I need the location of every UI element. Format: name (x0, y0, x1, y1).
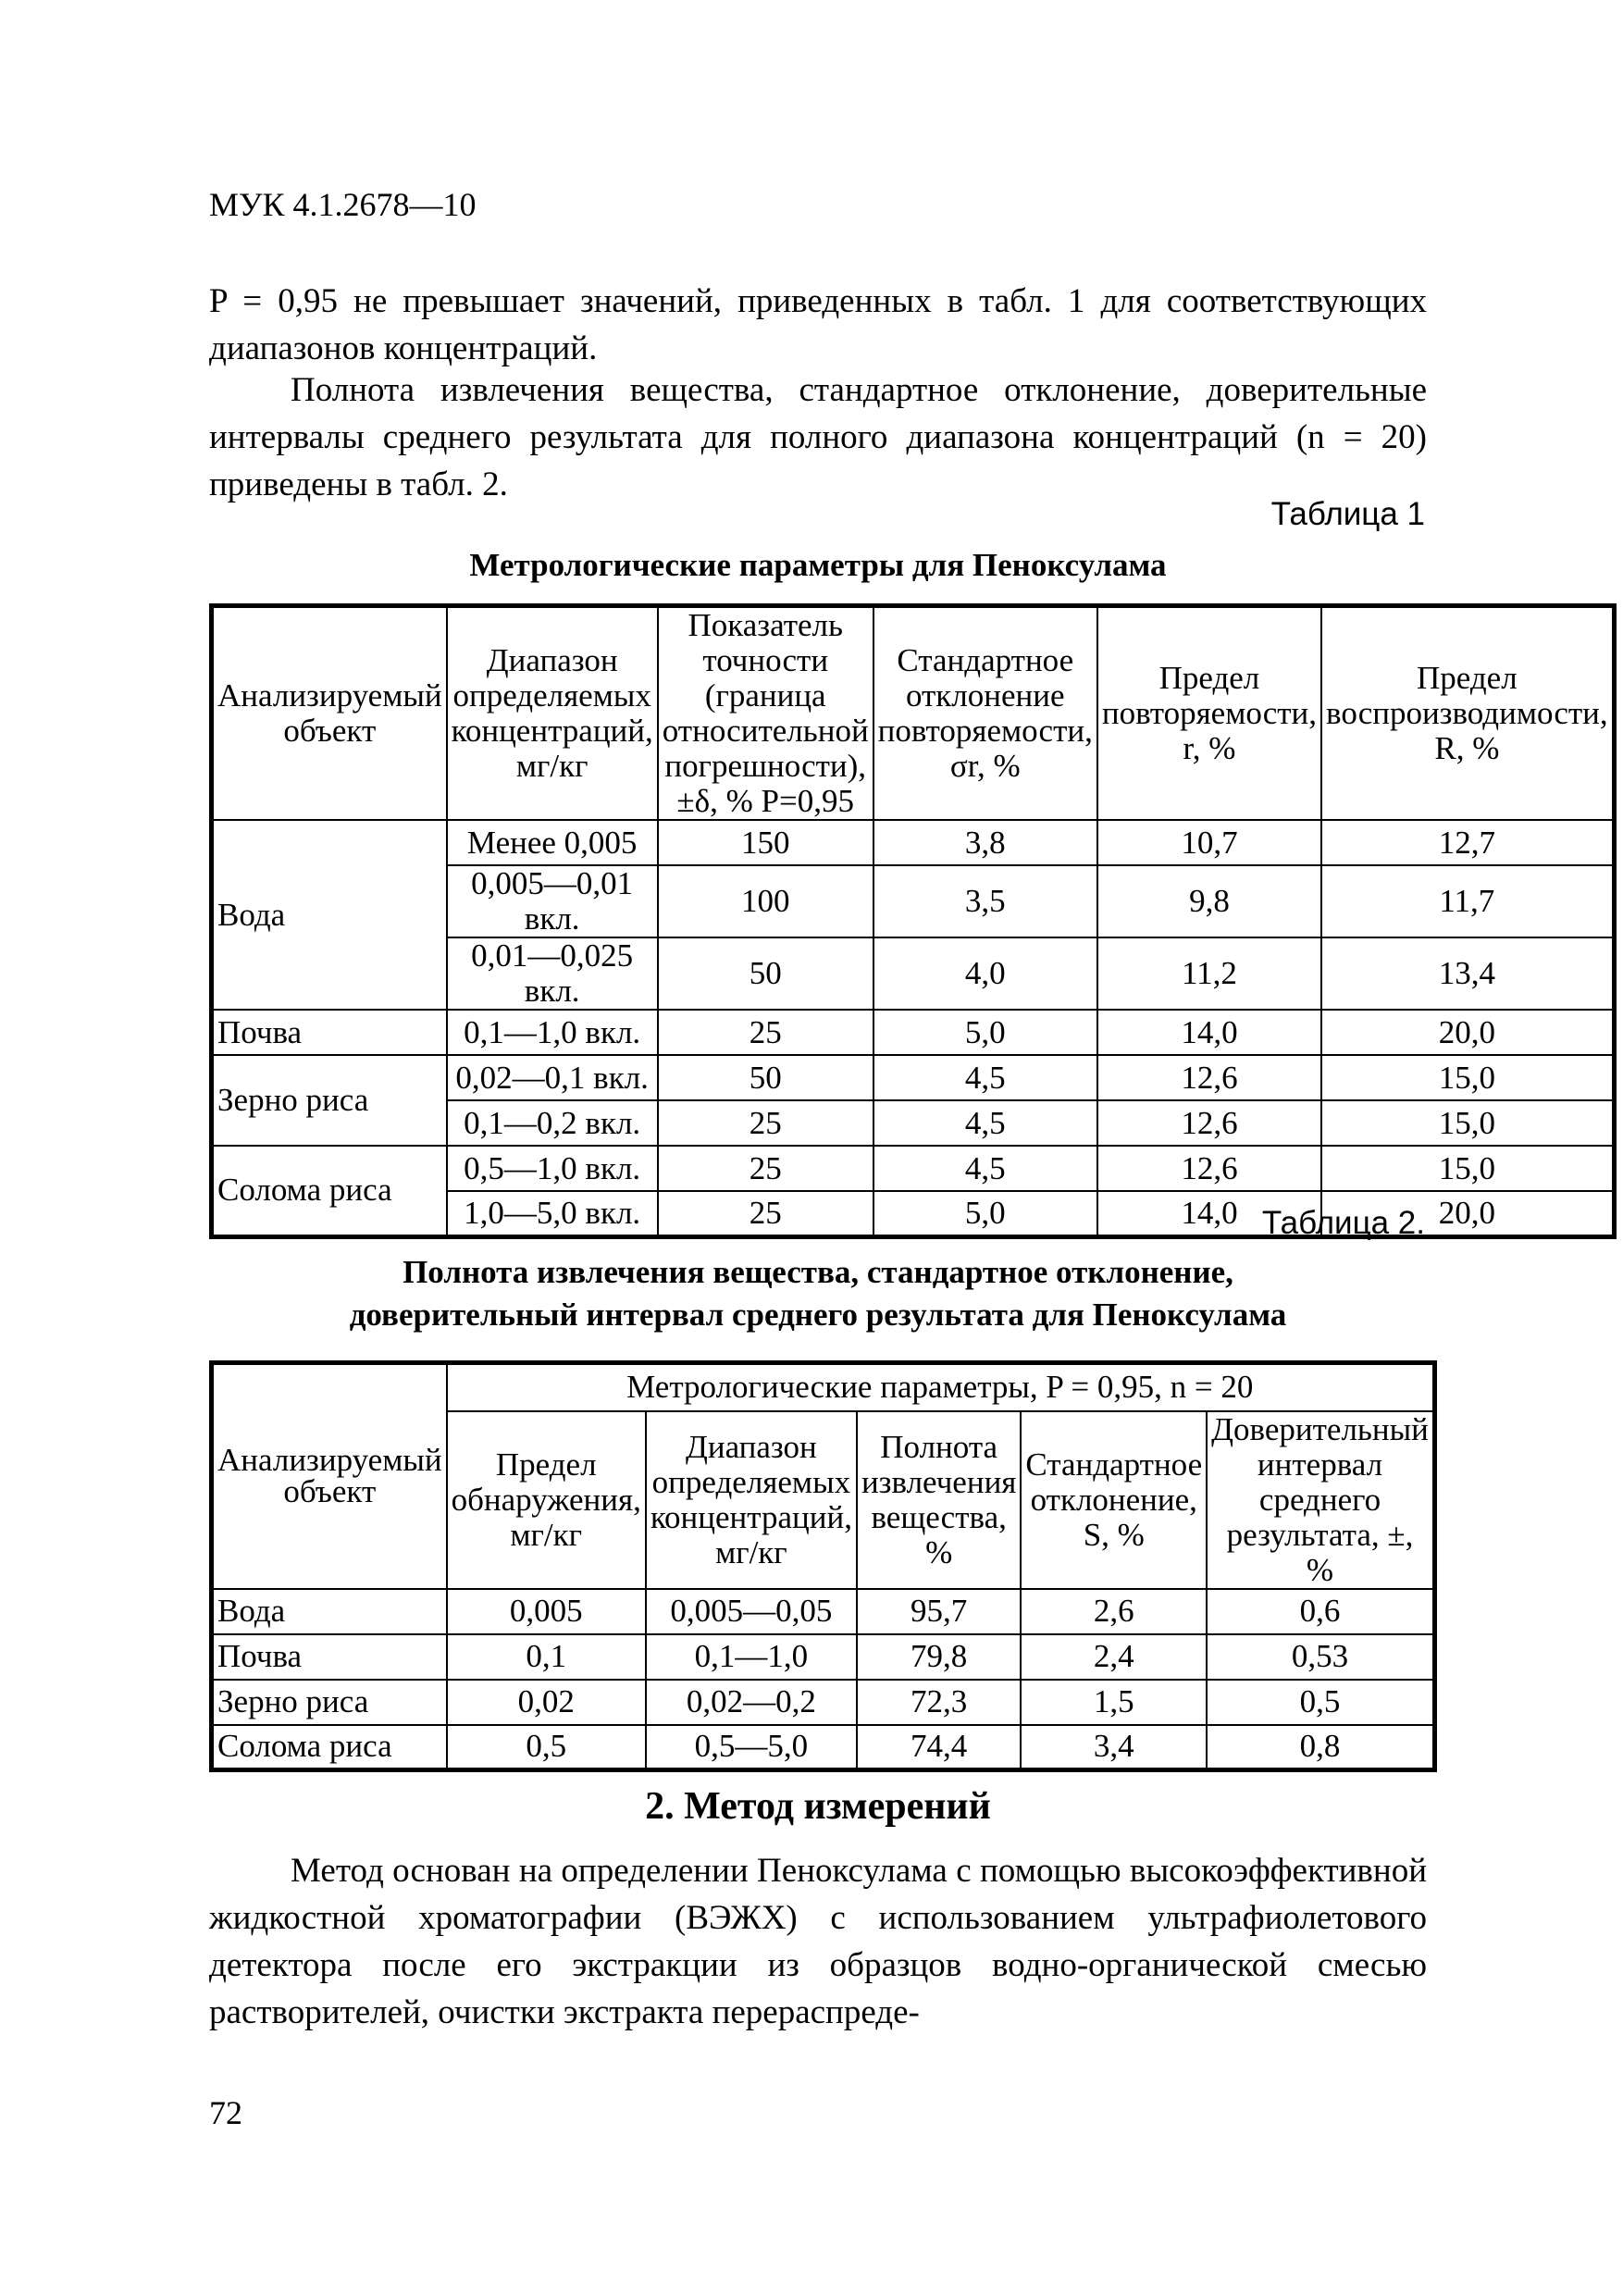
table1-cell-r: 9,8 (1097, 865, 1321, 937)
table2-cell-lod: 0,5 (447, 1725, 646, 1770)
table2-group-header: Метрологические параметры, P = 0,95, n = 20 (447, 1363, 1435, 1411)
table1-cell-acc: 25 (658, 1100, 873, 1146)
table2-header-object: Анализируемый объект (212, 1363, 447, 1589)
paragraph-1: P = 0,95 не превышает значений, приведенных в табл. 1 для соответствующих диапазонов концентраций. (209, 282, 1427, 367)
table1-cell-sd: 5,0 (873, 1010, 1097, 1055)
table1-cell-r: 12,6 (1097, 1055, 1321, 1100)
table1-cell-R: 20,0 (1321, 1010, 1614, 1055)
table2-caption: Таблица 2. (1261, 1205, 1425, 1241)
table1-header-accuracy: Показатель точности (границa относительной погрешности), ±δ, % P=0,95 (658, 606, 873, 821)
table1-header-range: Диапазон определяемых концентраций, мг/кг (447, 606, 658, 821)
table1-cell-range: 0,01—0,025 вкл. (447, 937, 658, 1010)
table2-cell-object: Почва (212, 1634, 447, 1680)
paragraph-2 (209, 366, 1427, 508)
table1 (209, 603, 1617, 1239)
table1-cell-sd: 4,5 (873, 1055, 1097, 1100)
table2-cell-object: Зерно риса (212, 1680, 447, 1725)
table2-cell-range: 0,02—0,2 (646, 1680, 857, 1725)
document-header: МУК 4.1.2678—10 (209, 186, 477, 223)
table1-cell-acc: 50 (658, 1055, 873, 1100)
table2-cell-lod: 0,1 (447, 1634, 646, 1680)
table2-header-sd: Стандартное отклонение, S, % (1021, 1411, 1207, 1589)
table1-header-row (212, 606, 1615, 821)
table1-cell-range: 0,5—1,0 вкл. (447, 1146, 658, 1191)
table1-cell-r: 12,6 (1097, 1100, 1321, 1146)
table1-cell-sd: 4,0 (873, 937, 1097, 1010)
table2-cell-rec: 72,3 (857, 1680, 1021, 1725)
table2-cell-ci: 0,53 (1207, 1634, 1434, 1680)
table1-cell-sd: 3,8 (873, 820, 1097, 865)
table2-header-ci: Доверительный интервал среднего результата, ±, % (1207, 1411, 1434, 1589)
table2-cell-ci: 0,8 (1207, 1725, 1434, 1770)
table1-cell-R: 12,7 (1321, 820, 1614, 865)
table-row (212, 1725, 1435, 1770)
table-row (212, 1589, 1435, 1634)
table1-cell-object: Вода (212, 820, 447, 1010)
table1-cell-acc: 150 (658, 820, 873, 865)
table1-cell-acc: 50 (658, 937, 873, 1010)
table1-cell-acc: 100 (658, 865, 873, 937)
paragraph-3-text: Метод основан на определении Пеноксулама с помощью высокоэффективной жидкостной хроматографии (ВЭЖХ) с использованием ультрафиолетового детектора после его экстракции из образцов водно-органической смесью растворителей, очистки экстракта перераспреде- (209, 1852, 1427, 2031)
table2-cell-rec: 74,4 (857, 1725, 1021, 1770)
table1-cell-acc: 25 (658, 1010, 873, 1055)
table2-cell-sd: 3,4 (1021, 1725, 1207, 1770)
table1-cell-object: Почва (212, 1010, 447, 1055)
table-row (212, 1055, 1615, 1100)
table1-cell-R: 15,0 (1321, 1146, 1614, 1191)
table1-cell-range: 1,0—5,0 вкл. (447, 1191, 658, 1236)
table1-header-sd: Стандартное отклонение повторяемости, σr, % (873, 606, 1097, 821)
table1-cell-r: 10,7 (1097, 820, 1321, 865)
table1-cell-R: 11,7 (1321, 865, 1614, 937)
table-row (212, 1680, 1435, 1725)
table1-cell-r: 14,0 (1097, 1191, 1321, 1236)
table-row (212, 1146, 1615, 1191)
table1-cell-R: 20,0 (1321, 1191, 1614, 1236)
table-row (212, 820, 1615, 865)
table1-cell-range: 0,02—0,1 вкл. (447, 1055, 658, 1100)
table2-group-header-row (212, 1363, 1435, 1411)
table2-cell-ci: 0,6 (1207, 1589, 1434, 1634)
table1-cell-acc: 25 (658, 1191, 873, 1236)
table1-cell-sd: 5,0 (873, 1191, 1097, 1236)
table1-cell-R: 15,0 (1321, 1055, 1614, 1100)
table2-title-line1: Полнота извлечения вещества, стандартное отклонение, (403, 1254, 1233, 1290)
table1-cell-r: 14,0 (1097, 1010, 1321, 1055)
table-row (212, 1634, 1435, 1680)
table1-header-repeatability: Предел повторяемости, r, % (1097, 606, 1321, 821)
table1-cell-sd: 3,5 (873, 865, 1097, 937)
table1-cell-object: Солома риса (212, 1146, 447, 1236)
table1-cell-object: Зерно риса (212, 1055, 447, 1146)
table2-cell-sd: 1,5 (1021, 1680, 1207, 1725)
section-title: 2. Метод измерений (645, 1785, 991, 1828)
table1-header-reproducibility: Предел воспроизводимости, R, % (1321, 606, 1614, 821)
table2-cell-rec: 79,8 (857, 1634, 1021, 1680)
table1-cell-sd: 4,5 (873, 1100, 1097, 1146)
table1-cell-range: Менее 0,005 (447, 820, 658, 865)
table2-cell-lod: 0,02 (447, 1680, 646, 1725)
table1-cell-r: 11,2 (1097, 937, 1321, 1010)
paragraph-2-text: Полнота извлечения вещества, стандартное отклонение, доверительные интервалы среднего результата для полного диапазона концентраций (n = 20) приведены в табл. 2. (209, 371, 1427, 503)
table2-cell-ci: 0,5 (1207, 1680, 1434, 1725)
page-number: 72 (209, 2094, 242, 2131)
table1-cell-range: 0,1—0,2 вкл. (447, 1100, 658, 1146)
table1-cell-range: 0,1—1,0 вкл. (447, 1010, 658, 1055)
table1-cell-range: 0,005—0,01 вкл. (447, 865, 658, 937)
table1-cell-sd: 4,5 (873, 1146, 1097, 1191)
table1-title: Метрологические параметры для Пеноксулама (469, 547, 1167, 583)
table2-cell-sd: 2,6 (1021, 1589, 1207, 1634)
table2-cell-sd: 2,4 (1021, 1634, 1207, 1680)
table1-cell-r: 12,6 (1097, 1146, 1321, 1191)
table1-cell-acc: 25 (658, 1146, 873, 1191)
table2 (209, 1360, 1437, 1772)
table1-cell-R: 13,4 (1321, 937, 1614, 1010)
table2-header-range: Диапазон определяемых концентраций, мг/кг (646, 1411, 857, 1589)
table1-cell-R: 15,0 (1321, 1100, 1614, 1146)
table2-header-lod: Предел обнаружения, мг/кг (447, 1411, 646, 1589)
table2-cell-lod: 0,005 (447, 1589, 646, 1634)
table1-caption: Таблица 1 (1270, 496, 1425, 532)
table2-cell-range: 0,1—1,0 (646, 1634, 857, 1680)
table1-header-object: Анализируемый объект (212, 606, 447, 821)
table2-cell-rec: 95,7 (857, 1589, 1021, 1634)
table2-cell-object: Солома риса (212, 1725, 447, 1770)
table2-title-line2: доверительный интервал среднего результата для Пеноксулама (349, 1297, 1287, 1333)
table2-cell-object: Вода (212, 1589, 447, 1634)
table-row (212, 1010, 1615, 1055)
table2-cell-range: 0,005—0,05 (646, 1589, 857, 1634)
table2-header-recovery: Полнота извлечения вещества, % (857, 1411, 1021, 1589)
table2-cell-range: 0,5—5,0 (646, 1725, 857, 1770)
paragraph-3 (209, 1847, 1427, 2036)
